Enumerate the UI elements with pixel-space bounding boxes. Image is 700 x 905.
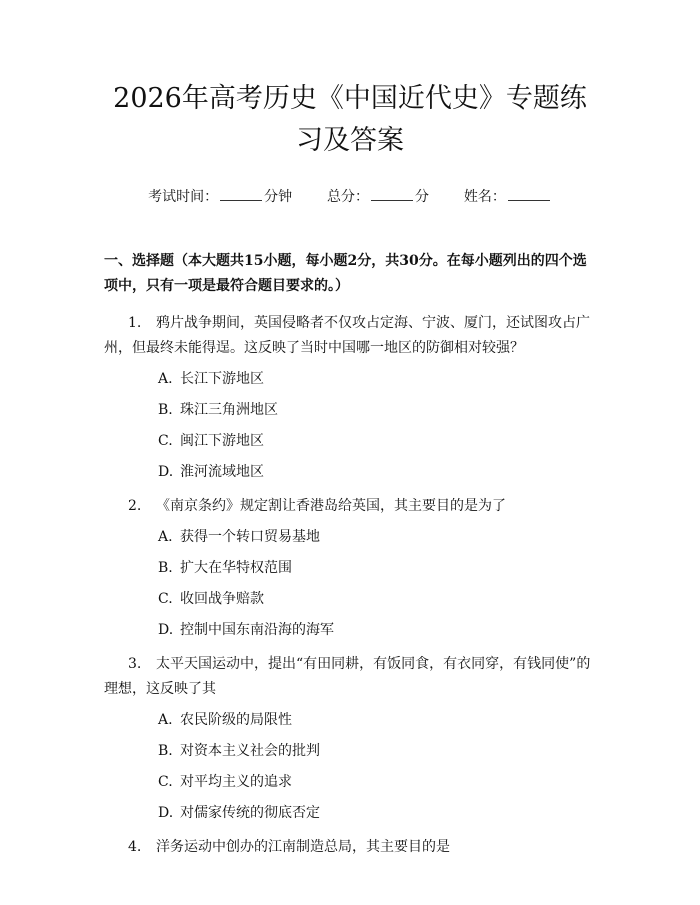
options-2 — [158, 527, 596, 640]
option-b: B. 对资本主义社会的批判 — [158, 743, 320, 759]
options-1 — [158, 369, 596, 482]
option-b: B. 珠江三角洲地区 — [158, 402, 278, 418]
name-blank — [508, 186, 550, 201]
option-c: C. 对平均主义的追求 — [158, 774, 292, 790]
question-text: 《南京条约》规定割让香港岛给英国，其主要目的是为了 — [156, 498, 506, 514]
option-c: C. 闽江下游地区 — [158, 433, 264, 449]
section-heading: 一、选择题（本大题共15小题，每小题2分，共30分。在每小题列出的四个选项中，只有一项是最符合题目要求的。） — [104, 253, 587, 294]
name-label: 姓名： — [463, 189, 506, 205]
question-3 — [104, 652, 596, 702]
option-a: A. 农民阶级的局限性 — [158, 712, 292, 728]
options-3 — [158, 710, 596, 823]
question-number: 2. — [128, 498, 142, 514]
option-a: A. 长江下游地区 — [158, 371, 264, 387]
time-label: 考试时间： — [148, 189, 219, 205]
question-text: 太平天国运动中，提出“有田同耕，有饭同食，有衣同穿，有钱同使”的理想，这反映了其 — [104, 656, 591, 697]
option-d: D. 控制中国东南沿海的海军 — [158, 622, 334, 638]
time-blank — [220, 186, 262, 201]
exam-info — [104, 186, 596, 207]
option-d: D. 对儒家传统的彻底否定 — [158, 805, 320, 821]
score-blank — [371, 186, 413, 201]
time-unit: 分钟 — [264, 189, 293, 205]
score-unit: 分 — [415, 189, 429, 205]
question-number: 4. — [128, 839, 142, 855]
page-title: 2026年高考历史《中国近代史》专题练习及答案 — [113, 83, 587, 156]
question-2 — [104, 494, 596, 519]
question-1 — [104, 311, 596, 361]
question-4 — [104, 835, 596, 860]
question-number: 3. — [128, 656, 142, 672]
option-b: B. 扩大在华特权范围 — [158, 560, 292, 576]
option-c: C. 收回战争赔款 — [158, 591, 264, 607]
question-text: 洋务运动中创办的江南制造总局，其主要目的是 — [156, 839, 450, 855]
question-number: 1. — [128, 315, 142, 331]
question-text: 鸦片战争期间，英国侵略者不仅攻占定海、宁波、厦门，还试图攻占广州，但最终未能得逞。这反映了当时中国哪一地区的防御相对较强？ — [104, 315, 590, 356]
option-d: D. 淮河流域地区 — [158, 464, 264, 480]
option-a: A. 获得一个转口贸易基地 — [158, 529, 320, 545]
score-label: 总分： — [327, 189, 369, 205]
